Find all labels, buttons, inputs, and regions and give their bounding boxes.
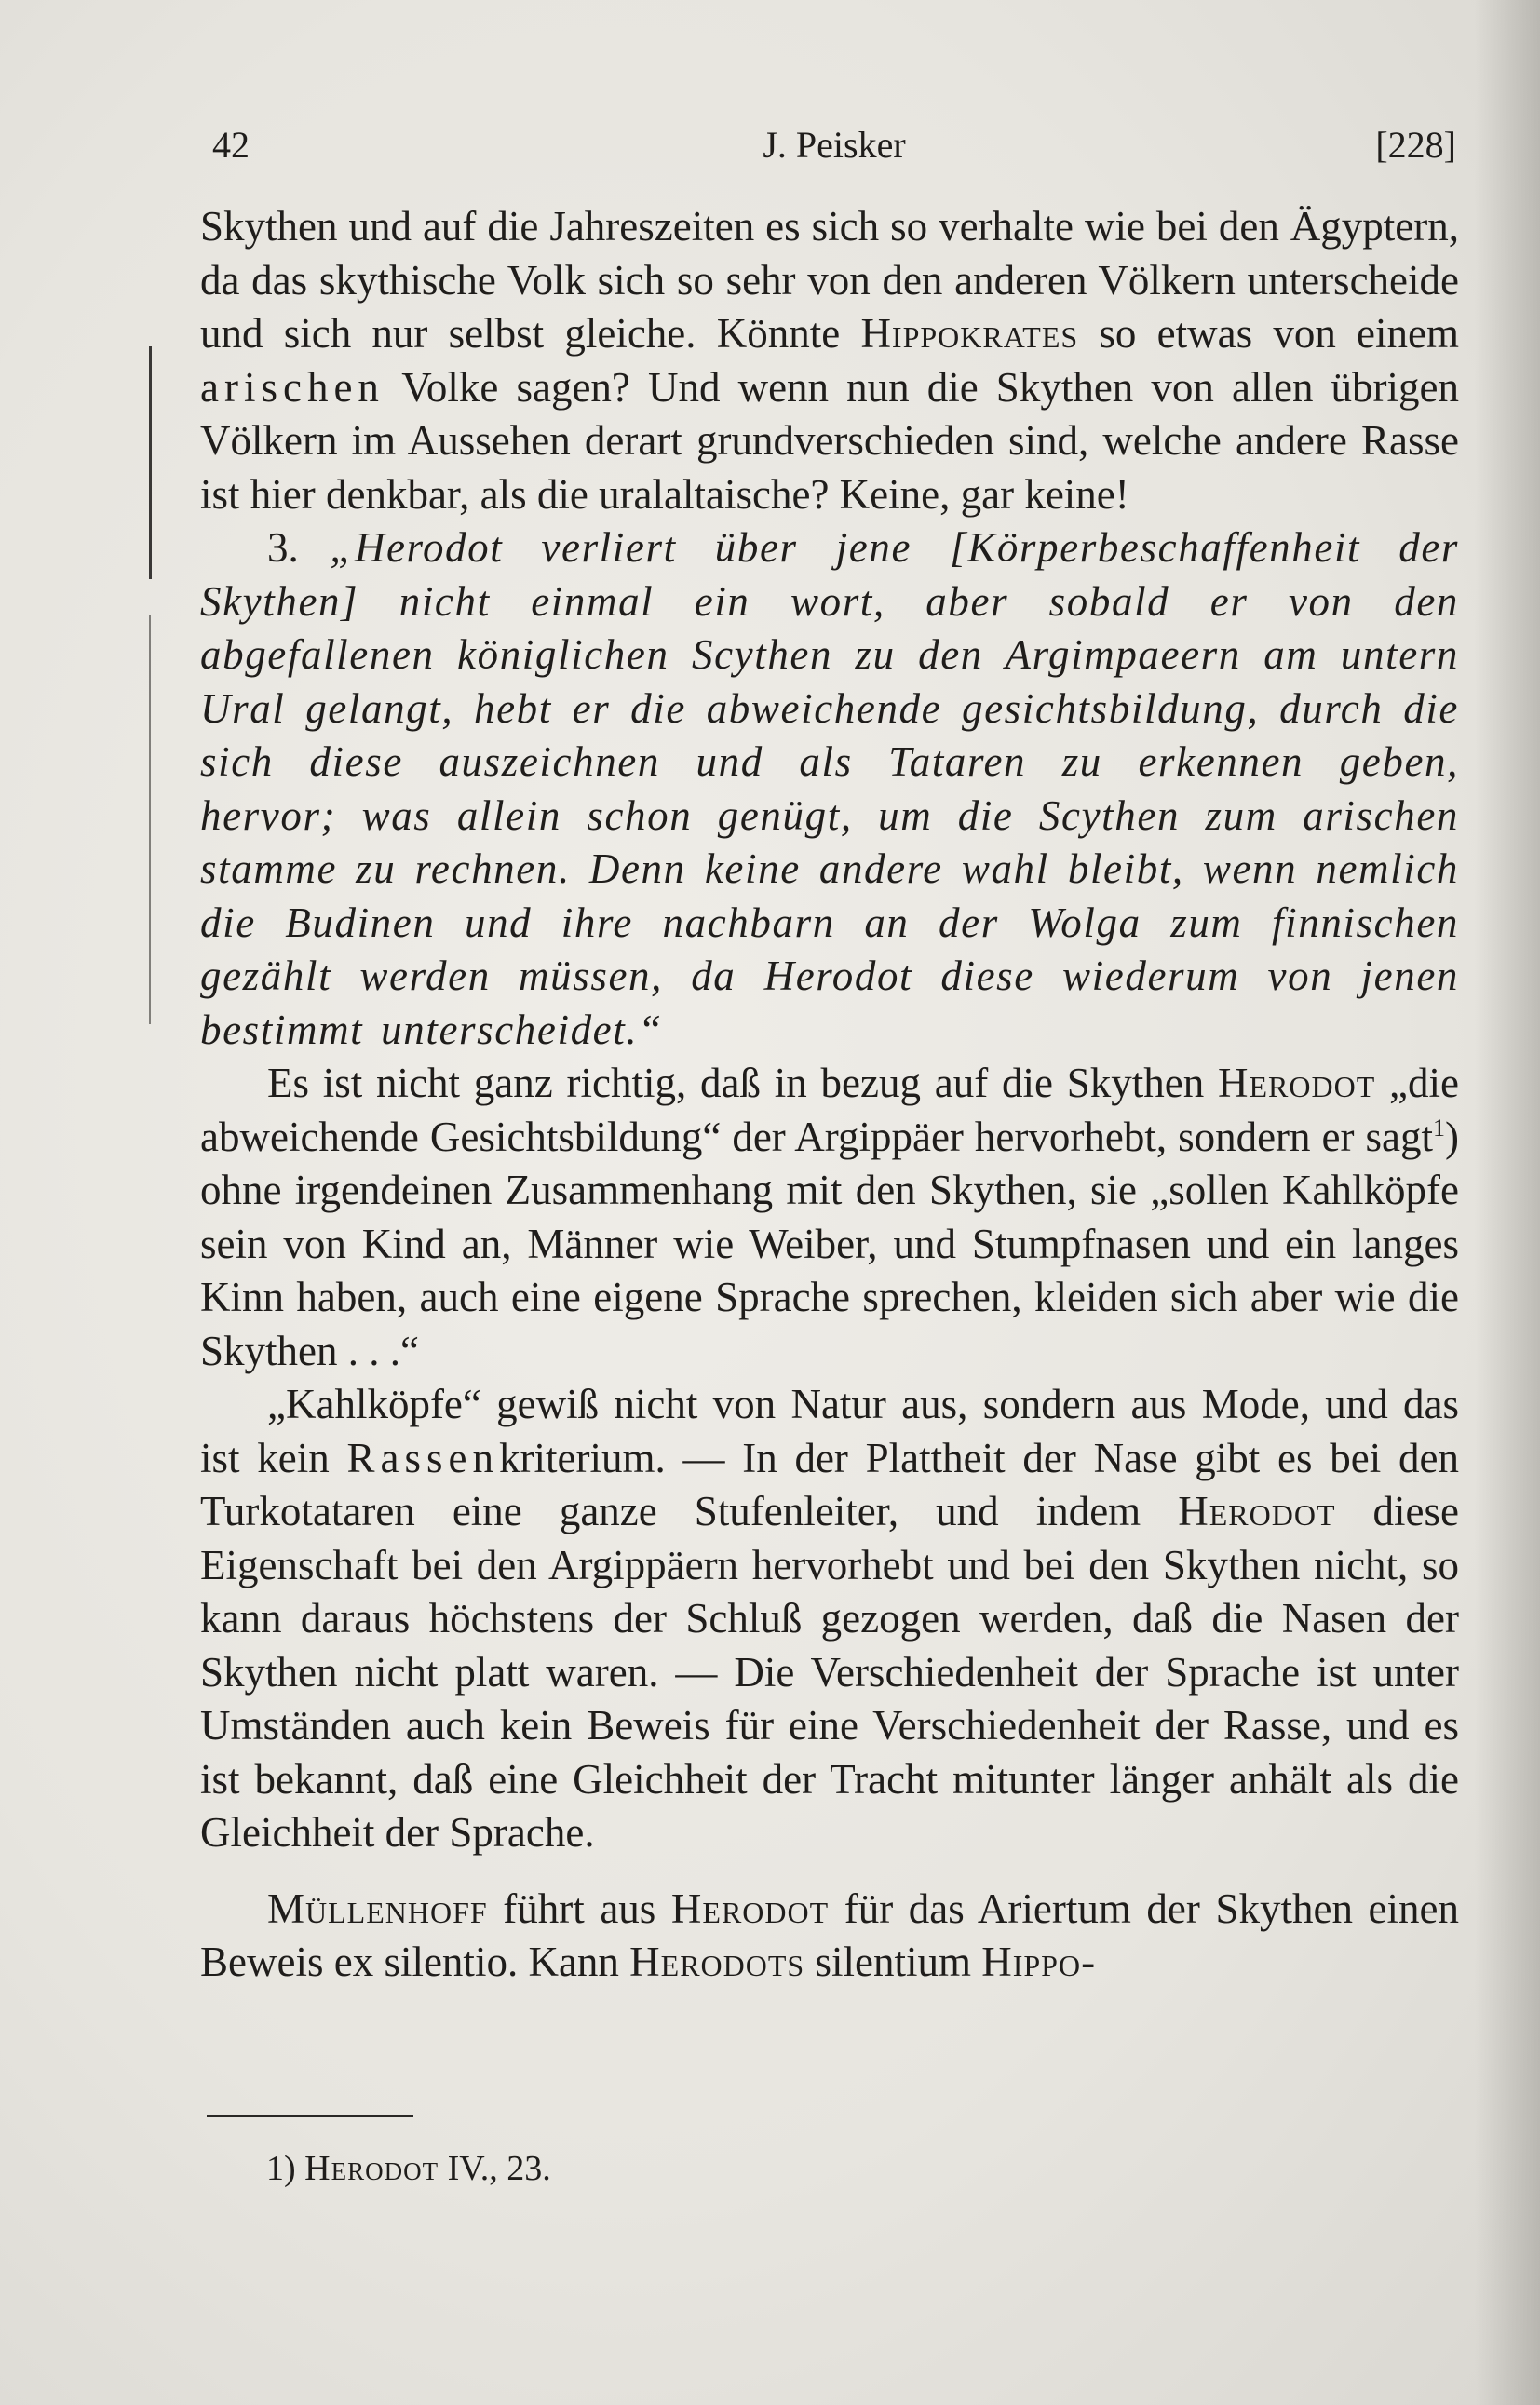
author-name: Müllenhoff: [267, 1885, 488, 1932]
author-name: Herodots: [629, 1939, 805, 1985]
footnote-reference-text: IV., 23.: [439, 2149, 551, 2188]
author-name: Herodot: [1178, 1488, 1336, 1534]
main-text: [200, 200, 1459, 1990]
footnote-reference: 1: [1433, 1114, 1445, 1142]
margin-pencil-mark: [149, 346, 152, 579]
author-name: Herodot: [1218, 1060, 1376, 1106]
paragraph-5: Müllenhoff führt aus Herodot für das Ariertum der Skythen einen Beweis ex silentio. Kann Herodots silentium Hippo-: [200, 1885, 1459, 1985]
paragraph-1: Skythen und auf die Jahreszeiten es sich so verhalte wie bei den Ägyptern, da das skythische Volk sich so sehr von den anderen Völkern unterscheide und sich nur selbst gleiche. Könnte Hippokrates so etwas von einem arischen Volke sagen? Und wenn nun die Skythen von allen übrigen Völkern im Aussehen derart grundverschieden sind, welche andere Rasse ist hier denkbar, als die uralaltaische? Keine, gar keine!: [200, 203, 1459, 518]
author-name: Hippo-: [981, 1939, 1097, 1985]
running-title: J. Peisker: [763, 124, 906, 166]
paragraph-3: Es ist nicht ganz richtig, daß in bezug auf die Skythen Herodot „die abweichende Gesichtsbildung“ der Argippäer hervorhebt, sondern er sagt$^1$) ohne irgendeinen Zusammenhang mit den Skythen, sie „sollen Kahlköpfe sein von Kind an, Männer wie Weiber, und Stumpfnasen und ein langes Kinn haben, auch eine eigene Sprache sprechen, kleiden sich aber wie die Skythen . . .“: [200, 1060, 1460, 1374]
author-name: Hippokrates: [860, 310, 1079, 357]
footnote-marker: 1): [266, 2149, 296, 2188]
paragraph-4: „Kahlköpfe“ gewiß nicht von Natur aus, sondern aus Mode, und das ist kein Rassenkriterium. — In der Plattheit der Nase gibt es bei den Turkotataren eine ganze Stufenleiter, und indem Herodot diese Eigenschaft bei den Argippäern hervorhebt und bei den Skythen nicht, so kann daraus höchstens der Schluß gezogen werden, daß die Nasen der Skythen nicht platt waren. — Die Verschiedenheit der Sprache ist unter Umständen auch kein Beweis für eine Verschiedenheit der Rasse, und es ist bekannt, daß eine Gleichheit der Tracht mitunter länger anhält als die Gleichheit der Sprache.: [200, 1381, 1459, 1856]
quotation: „Herodot verliert über jene [Körperbeschaffenheit der Skythen] nicht einmal ein wort, aber sobald er von den abgefallenen königlichen Scythen zu den Argimpaeern am untern Ural gelangt, hebt er die abweichende gesichtsbildung, durch die sich diese auszeichnen und als Tataren zu erkennen geben, hervor; was allein schon genügt, um die Scythen zum arischen stamme zu rechnen. Denn keine andere wahl bleibt, wenn nemlich die Budinen und ihre nachbarn an der Wolga zum finnischen gezählt werden müssen, da Herodot diese wiederum von jenen bestimmt unterscheidet.“: [200, 524, 1460, 1053]
footnote: [266, 2145, 551, 2192]
page-edge-shadow: [1475, 0, 1540, 2405]
spaced-emphasis: Rassen: [346, 1434, 499, 1481]
page-number: 42: [212, 124, 250, 166]
footnote-divider: [207, 2115, 413, 2117]
margin-pencil-mark: [149, 615, 151, 1024]
author-name: Herodot: [304, 2149, 439, 2188]
author-name: Herodot: [670, 1885, 830, 1932]
paragraph-2-quote: [200, 521, 1459, 1057]
spaced-emphasis: arischen: [200, 363, 385, 411]
bracket-page-number: [228]: [1375, 124, 1456, 166]
list-number: 3.: [267, 524, 299, 571]
running-header: [212, 117, 1456, 173]
